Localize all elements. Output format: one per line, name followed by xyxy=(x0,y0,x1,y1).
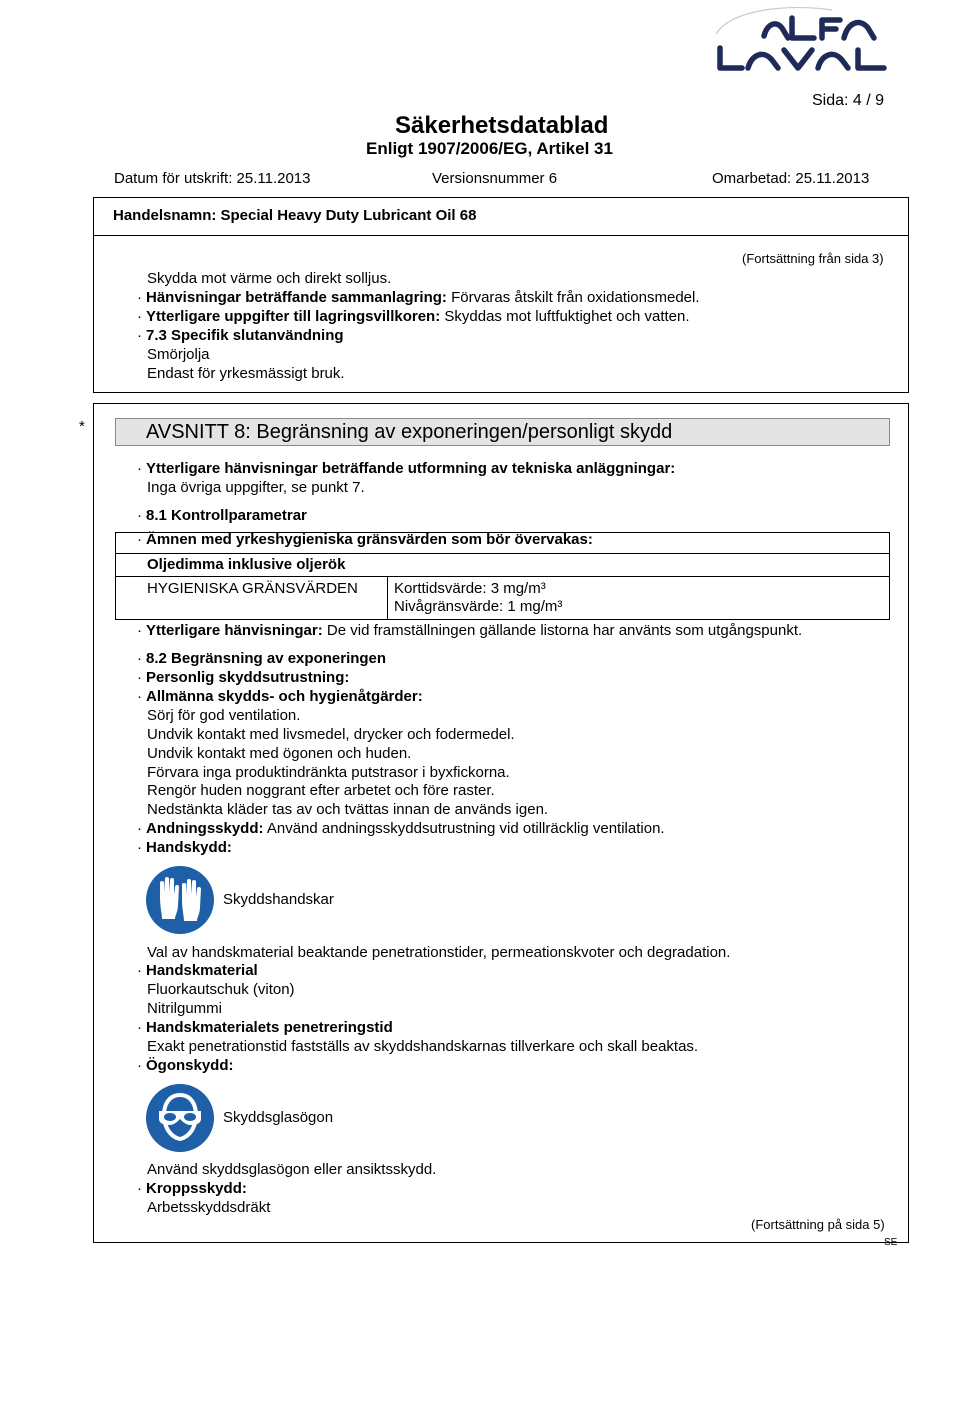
substances-heading: · Ämnen med yrkeshygieniska gränsvärden som bör övervakas: xyxy=(137,531,593,548)
continued-to: (Fortsättning på sida 5) xyxy=(751,1217,885,1232)
short-term-value: Korttidsvärde: 3 mg/m³ xyxy=(394,580,546,597)
document-title: Säkerhetsdatablad xyxy=(395,112,609,139)
further-text: De vid framställningen gällande listorna har använts som utgångspunkt. xyxy=(326,622,803,639)
gloves-caption: Skyddshandskar xyxy=(223,891,334,908)
control-params-heading: · 8.1 Kontrollparametrar xyxy=(137,507,307,524)
document-subtitle: Enligt 1907/2006/EG, Artikel 31 xyxy=(366,139,613,158)
country-code: SE xyxy=(884,1237,898,1248)
table-rule xyxy=(115,553,890,554)
revised-date: Omarbetad: 25.11.2013 xyxy=(712,170,870,187)
hygiene-item: Nedstänkta kläder tas av och tvättas innan de används igen. xyxy=(147,801,549,818)
table-rule xyxy=(115,576,890,577)
goggles-caption: Skyddsglasögon xyxy=(223,1109,334,1126)
hygiene-item: Rengör huden noggrant efter arbetet och före raster. xyxy=(147,782,495,799)
glove-material-item: Fluorkautschuk (viton) xyxy=(147,981,295,998)
version-number: Versionsnummer 6 xyxy=(432,170,558,187)
level-limit-value: Nivågränsvärde: 1 mg/m³ xyxy=(394,598,563,615)
glove-note: Val av handskmaterial beaktande penetrationstider, permeationskvoter och degradation. xyxy=(147,944,731,961)
end-use-heading: · 7.3 Specifik slutanvändning xyxy=(137,327,344,344)
further-label: Ytterligare hänvisningar: xyxy=(146,622,323,639)
ppe-heading: · Personlig skyddsutrustning: xyxy=(137,669,350,686)
hand-protection-heading: · Handskydd: xyxy=(137,839,232,856)
tech-heading: · Ytterligare hänvisningar beträffande utformning av tekniska anläggningar: xyxy=(137,460,676,477)
safety-goggles-icon xyxy=(145,1083,215,1153)
storage-extra-label: Ytterligare uppgifter till lagringsvillkoren: xyxy=(146,308,441,325)
glove-material-heading: · Handskmaterial xyxy=(137,962,258,979)
body-protection-heading: · Kroppsskydd: xyxy=(137,1180,247,1197)
storage-extra: · Ytterligare uppgifter till lagringsvillkoren: Skyddas mot luftfuktighet och vatten. xyxy=(137,308,690,325)
tech-text: Inga övriga uppgifter, se punkt 7. xyxy=(147,479,365,496)
trade-name: Handelsnamn: Special Heavy Duty Lubricant Oil 68 xyxy=(113,207,477,224)
hygiene-item: Undvik kontakt med ögonen och huden. xyxy=(147,745,412,762)
further-notes: · Ytterligare hänvisningar: De vid framställningen gällande listorna har använts som utgångspunkt. xyxy=(137,622,803,639)
print-date: Datum för utskrift: 25.11.2013 xyxy=(114,170,311,187)
hygiene-item: Undvik kontakt med livsmedel, drycker och fodermedel. xyxy=(147,726,515,743)
respiratory-protection: · Andningsskydd: Använd andningsskyddsutrustning vid otillräcklig ventilation. xyxy=(137,820,665,837)
end-use-line-2: Endast för yrkesmässigt bruk. xyxy=(147,365,345,382)
exposure-control-heading: · 8.2 Begränsning av exponeringen xyxy=(137,650,387,667)
hygiene-item: Sörj för god ventilation. xyxy=(147,707,301,724)
page-number: Sida: 4 / 9 xyxy=(812,92,885,109)
resp-text: Använd andningsskyddsutrustning vid otillräcklig ventilation. xyxy=(266,820,665,837)
substance-name: Oljedimma inklusive oljerök xyxy=(147,556,346,573)
storage-compatibility: · Hänvisningar beträffande sammanlagring: Förvaras åtskilt från oxidationsmedel. xyxy=(137,289,700,306)
hygiene-item: Förvara inga produktindränkta putstrasor i byxfickorna. xyxy=(147,764,510,781)
table-rule xyxy=(387,576,388,620)
glove-material-item: Nitrilgummi xyxy=(147,1000,222,1017)
eye-protection-heading: · Ögonskydd: xyxy=(137,1057,234,1074)
resp-label: Andningsskydd: xyxy=(146,820,264,837)
storage-text: Förvaras åtskilt från oxidationsmedel. xyxy=(451,289,700,306)
heat-protection-note: Skydda mot värme och direkt solljus. xyxy=(147,270,392,287)
storage-extra-text: Skyddas mot luftfuktighet och vatten. xyxy=(444,308,690,325)
section8-title: AVSNITT 8: Begränsning av exponeringen/personligt skydd xyxy=(146,421,673,443)
storage-label: Hänvisningar beträffande sammanlagring: xyxy=(146,289,447,306)
body-protection-text: Arbetsskyddsdräkt xyxy=(147,1199,271,1216)
alfa-laval-logo xyxy=(712,4,930,76)
end-use-line-1: Smörjolja xyxy=(147,346,210,363)
limits-label: HYGIENISKA GRÄNSVÄRDEN xyxy=(147,580,358,597)
eye-protection-text: Använd skyddsglasögon eller ansiktsskydd. xyxy=(147,1161,437,1178)
hygiene-heading: · Allmänna skydds- och hygienåtgärder: xyxy=(137,688,423,705)
divider xyxy=(93,235,909,236)
continued-from: (Fortsättning från sida 3) xyxy=(742,251,884,266)
gloves-icon xyxy=(145,865,215,935)
revision-marker: * xyxy=(79,418,85,435)
penetration-heading: · Handskmaterialets penetreringstid xyxy=(137,1019,393,1036)
penetration-text: Exakt penetrationstid fastställs av skyddshandskarnas tillverkare och skall beaktas. xyxy=(147,1038,699,1055)
